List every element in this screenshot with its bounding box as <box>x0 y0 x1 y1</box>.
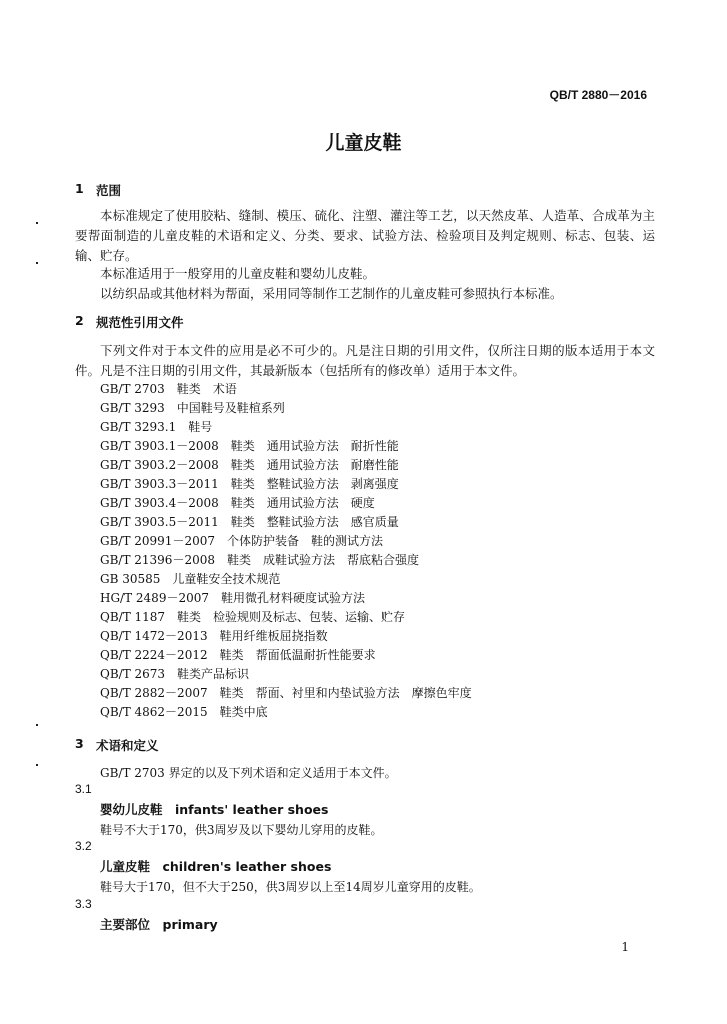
scan-speck <box>36 764 38 766</box>
reference-item: GB/T 3903.1－2008 鞋类 通用试验方法 耐折性能 <box>100 439 399 453</box>
scan-speck <box>36 262 38 264</box>
section-3-intro: GB/T 2703 界定的以及下列术语和定义适用于本文件。 <box>100 766 397 780</box>
reference-item: QB/T 2882－2007 鞋类 帮面、衬里和内垫试验方法 摩擦色牢度 <box>100 686 472 700</box>
term-title: 主要部位 primary <box>100 917 218 932</box>
reference-item: GB/T 3293.1 鞋号 <box>100 420 213 434</box>
reference-item: HG/T 2489－2007 鞋用微孔材料硬度试验方法 <box>100 591 365 605</box>
scan-speck <box>36 724 38 726</box>
reference-item: QB/T 1187 鞋类 检验规则及标志、包装、运输、贮存 <box>100 610 406 624</box>
scan-speck <box>36 222 38 224</box>
reference-item: GB/T 20991－2007 个体防护装备 鞋的测试方法 <box>100 534 383 548</box>
section-2-intro: 下列文件对于本文件的应用是必不可少的。凡是注日期的引用文件，仅所注日期的版本适用于本文件。凡是不注日期的引用文件，其最新版本（包括所有的修改单）适用于本文件。 <box>75 343 655 378</box>
reference-item: GB/T 3903.5－2011 鞋类 整鞋试验方法 感官质量 <box>100 515 399 529</box>
section-1-para-3: 以纺织品或其他材料为帮面，采用同等制作工艺制作的儿童皮鞋可参照执行本标准。 <box>100 286 563 301</box>
section-3-heading: 术语和定义 <box>96 738 159 753</box>
reference-item: GB 30585 儿童鞋安全技术规范 <box>100 572 281 586</box>
reference-item: GB/T 3903.2－2008 鞋类 通用试验方法 耐磨性能 <box>100 458 399 472</box>
section-1-number: 1 <box>75 181 84 196</box>
reference-item: GB/T 21396－2008 鞋类 成鞋试验方法 帮底粘合强度 <box>100 553 419 567</box>
reference-item: QB/T 2673 鞋类产品标识 <box>100 667 250 681</box>
section-2-number: 2 <box>75 313 84 328</box>
section-2-heading: 规范性引用文件 <box>96 315 184 330</box>
page-number: 1 <box>621 940 629 954</box>
section-1-para-1: 本标准规定了使用胶粘、缝制、模压、硫化、注塑、灌注等工艺，以天然皮革、人造革、合成革为主要帮面制造的儿童皮鞋的术语和定义、分类、要求、试验方法、检验项目及判定规则、标志、包装、运输、贮存。 <box>75 208 655 263</box>
reference-item: QB/T 1472－2013 鞋用纤维板屈挠指数 <box>100 629 328 643</box>
section-3-number: 3 <box>75 736 84 751</box>
section-1-heading: 范围 <box>96 183 122 198</box>
reference-item: GB/T 2703 鞋类 术语 <box>100 382 237 396</box>
term-definition: 鞋号不大于170，供3周岁及以下婴幼儿穿用的皮鞋。 <box>100 823 383 837</box>
term-definition: 鞋号大于170，但不大于250，供3周岁以上至14周岁儿童穿用的皮鞋。 <box>100 880 481 894</box>
reference-item: GB/T 3293 中国鞋号及鞋楦系列 <box>100 401 285 415</box>
term-number: 3.2 <box>75 839 92 853</box>
term-title: 儿童皮鞋 children's leather shoes <box>100 859 332 874</box>
term-number: 3.3 <box>75 897 92 911</box>
reference-item: QB/T 2224－2012 鞋类 帮面低温耐折性能要求 <box>100 648 376 662</box>
reference-item: GB/T 3903.4－2008 鞋类 通用试验方法 硬度 <box>100 496 375 510</box>
term-number: 3.1 <box>75 782 92 796</box>
section-1-para-2: 本标准适用于一般穿用的儿童皮鞋和婴幼儿皮鞋。 <box>100 266 376 281</box>
standard-number: QB/T 2880－2016 <box>549 88 647 102</box>
document-title: 儿童皮鞋 <box>325 132 402 154</box>
reference-item: QB/T 4862－2015 鞋类中底 <box>100 705 268 719</box>
reference-item: GB/T 3903.3－2011 鞋类 整鞋试验方法 剥离强度 <box>100 477 399 491</box>
term-title: 婴幼儿皮鞋 infants' leather shoes <box>100 802 329 817</box>
